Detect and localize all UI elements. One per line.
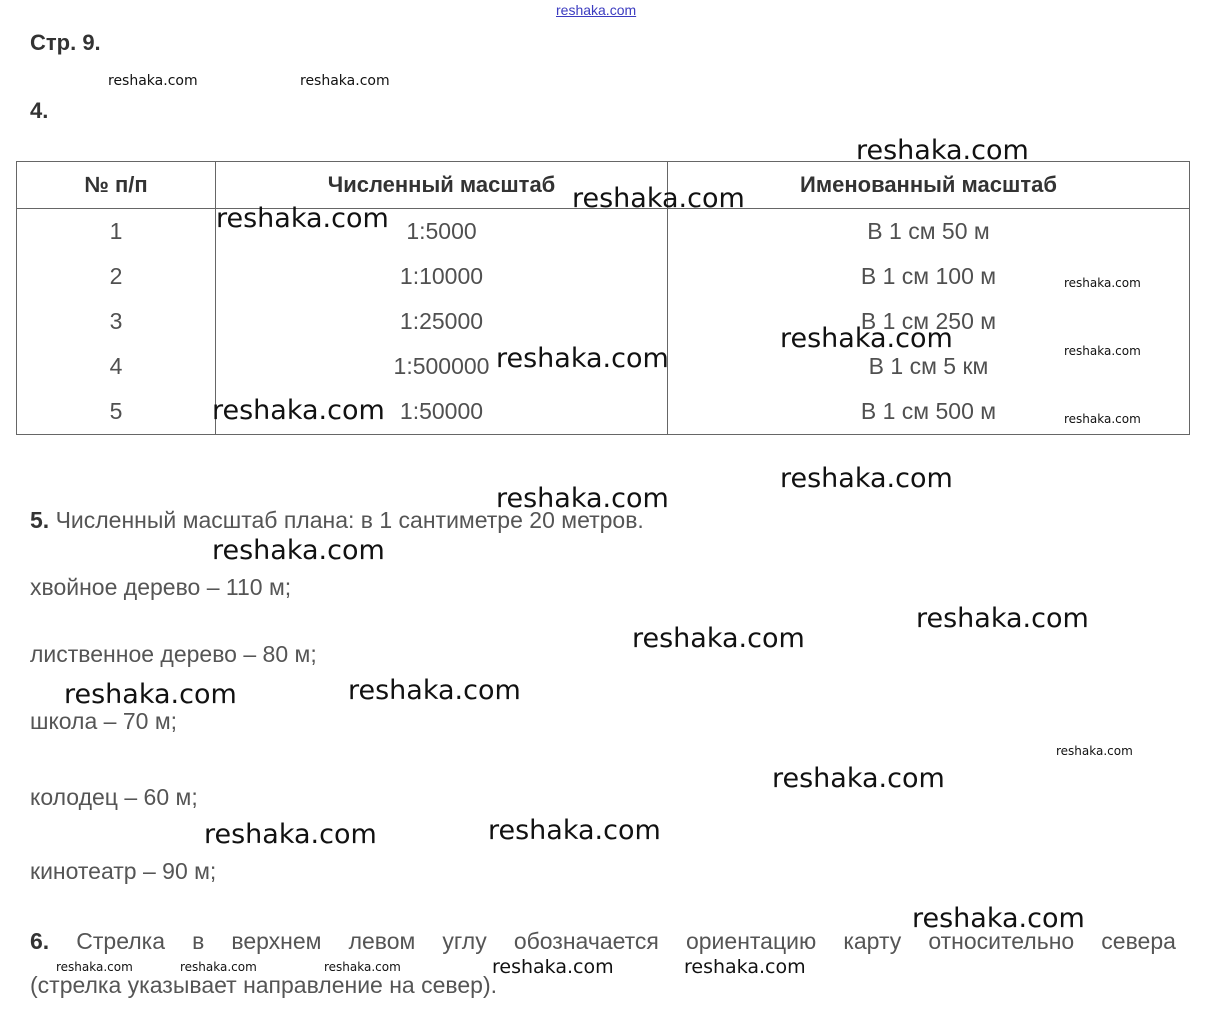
distance-item: лиственное дерево – 80 м; xyxy=(30,641,317,667)
task-6-word: верхнем xyxy=(231,928,322,954)
task-6-word: ориентацию xyxy=(685,928,817,954)
table-row xyxy=(17,299,1190,344)
numeric-scale: 1:10000 xyxy=(216,254,668,299)
task-4-number: 4. xyxy=(30,98,49,123)
watermark: reshaka.com xyxy=(108,73,198,89)
page-reference: Стр. 9. xyxy=(30,30,101,55)
watermark: reshaka.com xyxy=(212,395,385,426)
watermark: reshaka.com xyxy=(348,675,521,706)
column-header-named-scale: Именованный масштаб xyxy=(668,162,1190,209)
watermark: reshaka.com xyxy=(912,903,1085,934)
watermark: reshaka.com xyxy=(180,960,257,974)
distance-item: хвойное дерево – 110 м; xyxy=(30,574,292,600)
watermark: reshaka.com xyxy=(856,135,1029,166)
task-6-word: углу xyxy=(442,928,487,954)
numeric-scale: 1:50000 xyxy=(216,389,668,435)
named-scale: В 1 см 5 км xyxy=(668,344,1190,389)
watermark: reshaka.com xyxy=(916,603,1089,634)
task-6-word: в xyxy=(192,928,205,954)
task-6-word: относительно xyxy=(928,928,1075,954)
watermark: reshaka.com xyxy=(300,73,390,89)
task-6-word: Стрелка xyxy=(76,928,166,954)
numeric-scale: 1:500000 xyxy=(216,344,668,389)
named-scale: В 1 см 100 м xyxy=(668,254,1190,299)
named-scale: В 1 см 500 м xyxy=(668,389,1190,435)
column-header-number: № п/п xyxy=(17,162,216,209)
watermark: reshaka.com xyxy=(496,343,669,374)
watermark: reshaka.com xyxy=(684,956,806,978)
task-6-number: 6. xyxy=(30,928,50,954)
row-number: 4 xyxy=(17,344,216,389)
watermark: reshaka.com xyxy=(772,763,945,794)
named-scale: В 1 см 250 м xyxy=(668,299,1190,344)
named-scale: В 1 см 50 м xyxy=(668,209,1190,255)
task-5-number: 5. xyxy=(30,507,50,533)
watermark: reshaka.com xyxy=(216,203,389,234)
distance-item: колодец – 60 м; xyxy=(30,784,198,810)
task-6-word: севера xyxy=(1101,928,1176,954)
table-row xyxy=(17,209,1190,255)
site-link[interactable]: reshaka.com xyxy=(556,2,637,18)
watermark: reshaka.com xyxy=(324,960,401,974)
task-6-word: карту xyxy=(843,928,902,954)
watermark: reshaka.com xyxy=(1064,344,1141,358)
watermark: reshaka.com xyxy=(56,960,133,974)
watermark: reshaka.com xyxy=(1064,276,1141,290)
watermark: reshaka.com xyxy=(780,463,953,494)
watermark: reshaka.com xyxy=(488,815,661,846)
row-number: 5 xyxy=(17,389,216,435)
task-6-word: обозначается xyxy=(513,928,659,954)
row-number: 3 xyxy=(17,299,216,344)
watermark: reshaka.com xyxy=(1056,744,1133,758)
table-row xyxy=(17,389,1190,435)
watermark: reshaka.com xyxy=(64,679,237,710)
numeric-scale: 1:25000 xyxy=(216,299,668,344)
distance-item: школа – 70 м; xyxy=(30,708,178,734)
watermark: reshaka.com xyxy=(212,535,385,566)
watermark: reshaka.com xyxy=(492,956,614,978)
watermark: reshaka.com xyxy=(204,819,377,850)
task-6-word: левом xyxy=(348,928,416,954)
row-number: 2 xyxy=(17,254,216,299)
watermark: reshaka.com xyxy=(632,623,805,654)
watermark: reshaka.com xyxy=(572,183,745,214)
column-header-numeric-scale: Численный масштаб xyxy=(216,162,668,209)
row-number: 1 xyxy=(17,209,216,255)
task-6-line-2: (стрелка указывает направление на север). xyxy=(30,972,497,998)
numeric-scale: 1:5000 xyxy=(216,209,668,255)
distance-item: кинотеатр – 90 м; xyxy=(30,858,217,884)
table-row xyxy=(17,254,1190,299)
watermark: reshaka.com xyxy=(496,483,669,514)
watermark: reshaka.com xyxy=(1064,412,1141,426)
task-5-text: Численный масштаб плана: в 1 сантиметре 20 метров. xyxy=(55,507,644,533)
watermark: reshaka.com xyxy=(780,323,953,354)
